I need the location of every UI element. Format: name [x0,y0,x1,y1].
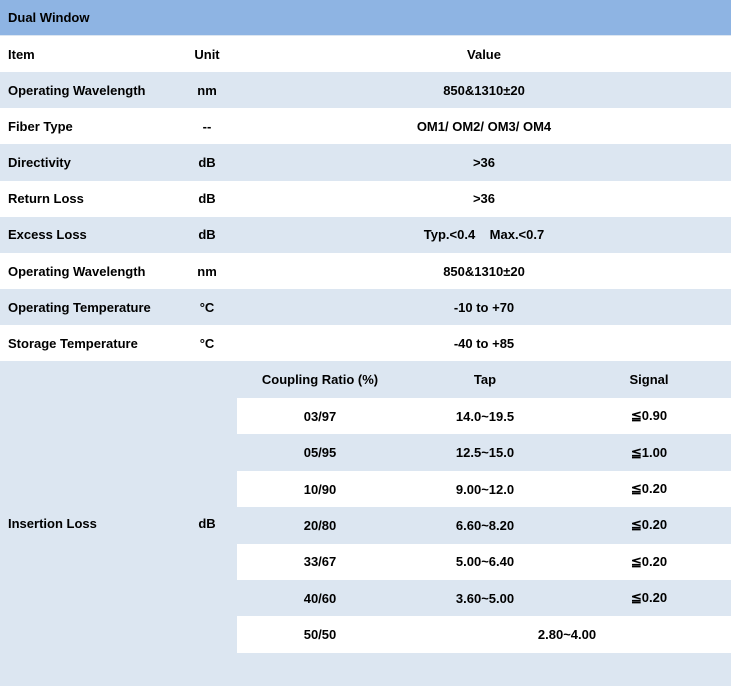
row-value: -10 to +70 [453,299,515,315]
sub-row [237,434,731,471]
signal: ≦0.20 [630,590,668,606]
ratio: 33/67 [303,554,337,570]
row-unit: -- [202,118,212,134]
tap: 14.0~19.5 [455,408,515,424]
table-row [0,217,731,253]
row-unit: °C [199,335,215,351]
sub-row [237,580,731,617]
insertion-item: Insertion Loss [8,516,97,531]
ratio: 50/50 [303,626,337,642]
header-value: Value [467,46,501,62]
row-unit: dB [198,154,216,170]
signal: ≦0.20 [630,481,668,497]
row-item: Operating Temperature [8,299,151,315]
row-item: Return Loss [8,191,84,207]
sub-row [237,471,731,508]
sub-row [237,507,731,544]
tap: 5.00~6.40 [455,554,515,570]
row-item: Operating Wavelength [8,263,146,279]
insertion-unit: dB [198,516,216,531]
table-title: Dual Window [8,10,90,25]
signal: ≦0.90 [630,408,668,424]
signal: ≦1.00 [630,444,668,460]
row-value: >36 [472,154,496,170]
ratio: 05/95 [303,445,337,461]
row-item: Fiber Type [8,118,73,134]
row-unit: dB [198,191,216,207]
table-row [0,181,731,217]
header-unit: Unit [194,46,220,62]
row-value: OM1/ OM2/ OM3/ OM4 [416,118,552,134]
table-row [0,289,731,325]
header-row [0,36,731,72]
tap: 12.5~15.0 [455,445,515,461]
table-row [0,253,731,289]
row-item: Excess Loss [8,227,87,243]
sub-header-row [237,361,731,398]
row-unit: nm [197,263,217,279]
tap: 6.60~8.20 [455,517,515,533]
sub-header-signal: Signal [629,371,669,387]
row-unit: nm [197,82,217,98]
table-row [0,108,731,144]
tap-signal-combined: 2.80~4.00 [537,626,597,642]
row-item: Directivity [8,154,71,170]
signal: ≦0.20 [630,517,668,533]
sub-header-tap: Tap [473,371,497,387]
insertion-loss-block [0,361,731,686]
signal: ≦0.20 [630,553,668,569]
ratio: 10/90 [303,481,337,497]
table-row [0,144,731,180]
ratio: 20/80 [303,517,337,533]
row-value: -40 to +85 [453,335,515,351]
sub-row-last [237,616,731,653]
tap: 3.60~5.00 [455,590,515,606]
sub-row [237,398,731,435]
header-item: Item [8,46,35,62]
sub-header-ratio: Coupling Ratio (%) [261,371,379,387]
table-title-bar [0,0,731,35]
row-value: Typ.<0.4 Max.<0.7 [423,227,545,243]
tap: 9.00~12.0 [455,481,515,497]
row-item: Storage Temperature [8,335,138,351]
row-unit: °C [199,299,215,315]
row-value: 850&1310±20 [443,263,525,279]
row-unit: dB [198,227,216,243]
ratio: 03/97 [303,408,337,424]
table-row [0,325,731,361]
row-value: 850&1310±20 [443,82,525,98]
table-row [0,72,731,108]
sub-row [237,544,731,581]
row-item: Operating Wavelength [8,82,146,98]
ratio: 40/60 [303,590,337,606]
row-value: >36 [472,191,496,207]
